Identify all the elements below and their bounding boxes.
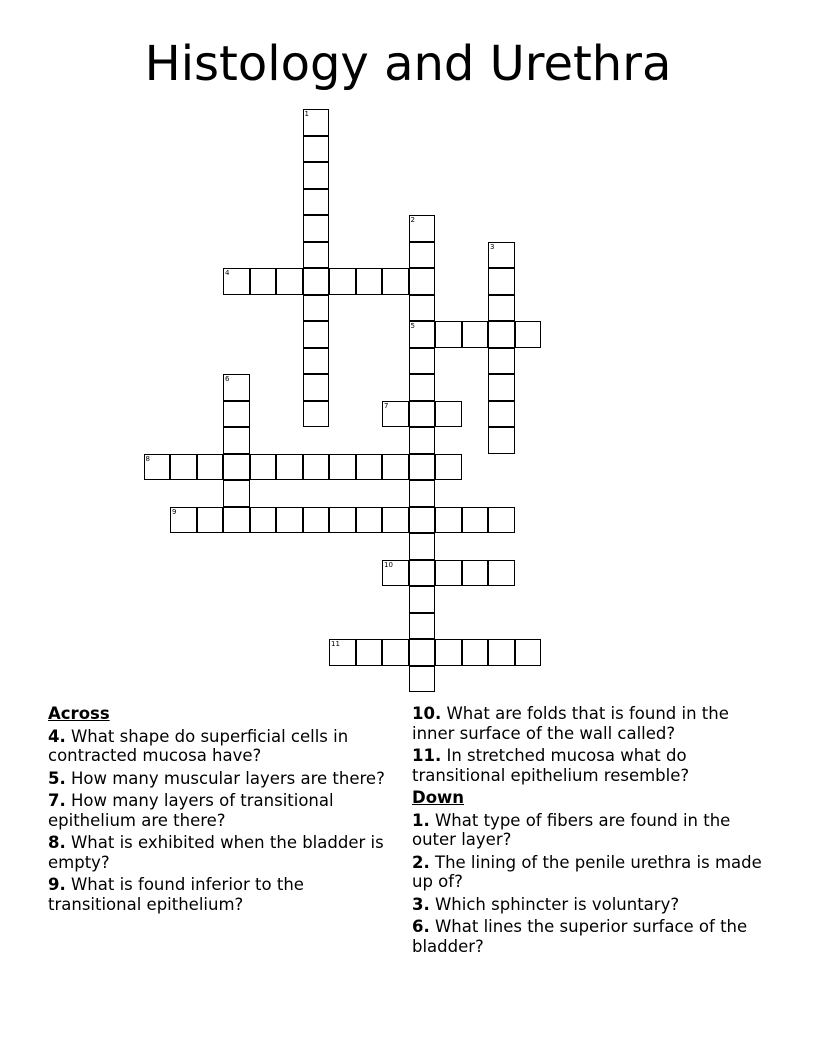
grid-cell[interactable] (409, 215, 436, 242)
grid-cell[interactable] (223, 374, 250, 401)
grid-cell[interactable] (409, 348, 436, 375)
grid-cell[interactable] (435, 454, 462, 481)
cell-number: 1 (304, 110, 309, 118)
grid-cell[interactable] (303, 348, 330, 375)
clue-number: 4. (48, 726, 66, 746)
grid-cell[interactable] (382, 560, 409, 587)
cell-number: 5 (410, 322, 415, 330)
clue-text: In stretched mucosa what do transitional epithelium resemble? (412, 746, 690, 785)
clue-across-7 (48, 791, 393, 830)
grid-cell[interactable] (409, 268, 436, 295)
grid-cell[interactable] (382, 454, 409, 481)
grid-cell[interactable] (223, 427, 250, 454)
grid-cell[interactable] (409, 321, 436, 348)
grid-cell[interactable] (303, 507, 330, 534)
grid-cell[interactable] (223, 268, 250, 295)
grid-cell[interactable] (303, 215, 330, 242)
grid-cell[interactable] (409, 454, 436, 481)
grid-cell[interactable] (488, 401, 515, 428)
grid-cell[interactable] (409, 613, 436, 640)
grid-cell[interactable] (356, 454, 383, 481)
clue-number: 5. (48, 768, 66, 788)
cell-number: 11 (331, 640, 340, 648)
clue-text: Which sphincter is voluntary? (429, 894, 680, 914)
grid-cell[interactable] (488, 268, 515, 295)
grid-cell[interactable] (250, 454, 277, 481)
grid-cell[interactable] (303, 242, 330, 269)
grid-cell[interactable] (303, 295, 330, 322)
grid-cell[interactable] (435, 507, 462, 534)
grid-cell[interactable] (409, 639, 436, 666)
grid-cell[interactable] (276, 454, 303, 481)
cell-number: 6 (225, 375, 230, 383)
grid-cell[interactable] (435, 639, 462, 666)
clue-number: 1. (412, 810, 430, 830)
clue-down-1 (412, 811, 772, 850)
grid-cell[interactable] (303, 321, 330, 348)
clue-text: The lining of the penile urethra is made up of? (412, 852, 762, 891)
grid-cell[interactable] (462, 560, 489, 587)
clue-number: 7. (48, 791, 66, 810)
grid-cell[interactable] (435, 321, 462, 348)
grid-cell[interactable] (488, 374, 515, 401)
grid-cell[interactable] (435, 560, 462, 587)
puzzle-title: Histology and Urethra (144, 36, 672, 92)
grid-cell[interactable] (409, 480, 436, 507)
grid-cell[interactable] (276, 507, 303, 534)
grid-cell[interactable] (356, 268, 383, 295)
grid-cell[interactable] (276, 268, 303, 295)
grid-cell[interactable] (488, 242, 515, 269)
grid-cell[interactable] (462, 507, 489, 534)
grid-cell[interactable] (488, 321, 515, 348)
cell-number: 9 (172, 507, 177, 516)
grid-cell[interactable] (515, 321, 542, 348)
grid-cell[interactable] (223, 480, 250, 507)
cell-number: 2 (410, 216, 415, 224)
grid-cell[interactable] (409, 242, 436, 269)
clue-number: 2. (412, 852, 430, 872)
grid-cell[interactable] (170, 454, 197, 481)
clue-text: What is found inferior to the transitional epithelium? (48, 875, 304, 914)
grid-cell[interactable] (303, 374, 330, 401)
cell-number: 3 (490, 242, 495, 251)
clue-number: 11. (412, 746, 442, 765)
grid-cell[interactable] (303, 268, 330, 295)
grid-cell[interactable] (515, 639, 542, 666)
grid-cell[interactable] (409, 507, 436, 534)
grid-cell[interactable] (250, 268, 277, 295)
clue-number: 8. (48, 833, 66, 852)
grid-cell[interactable] (409, 560, 436, 587)
grid-cell[interactable] (329, 639, 356, 666)
clue-across-4 (48, 727, 393, 766)
clue-down-2 (412, 853, 772, 892)
grid-cell[interactable] (409, 401, 436, 428)
grid-cell[interactable] (488, 348, 515, 375)
grid-cell[interactable] (329, 268, 356, 295)
grid-cell[interactable] (409, 586, 436, 613)
grid-cell[interactable] (303, 401, 330, 428)
clue-across-11 (412, 746, 772, 785)
clue-text: What type of fibers are found in the outer layer? (412, 810, 731, 849)
clue-across-5 (48, 769, 393, 789)
grid-cell[interactable] (303, 189, 330, 216)
grid-cell[interactable] (382, 401, 409, 428)
grid-cell[interactable] (144, 454, 171, 481)
grid-cell[interactable] (409, 533, 436, 560)
down-heading: Down (412, 788, 465, 807)
clue-across-10 (412, 704, 772, 743)
clue-text: How many muscular layers are there? (65, 768, 385, 788)
grid-cell[interactable] (409, 427, 436, 454)
grid-cell[interactable] (223, 507, 250, 534)
clue-down-3 (412, 895, 772, 915)
grid-cell[interactable] (356, 507, 383, 534)
grid-cell[interactable] (488, 507, 515, 534)
grid-cell[interactable] (303, 454, 330, 481)
grid-cell[interactable] (409, 374, 436, 401)
grid-cell[interactable] (329, 454, 356, 481)
grid-cell[interactable] (250, 507, 277, 534)
grid-cell[interactable] (382, 507, 409, 534)
grid-cell[interactable] (462, 639, 489, 666)
grid-cell[interactable] (409, 666, 436, 693)
cell-number: 10 (384, 560, 393, 569)
grid-cell[interactable] (303, 136, 330, 163)
grid-cell[interactable] (170, 507, 197, 534)
cell-number: 4 (225, 269, 230, 277)
clues-column-left (48, 704, 393, 917)
grid-cell[interactable] (382, 639, 409, 666)
clue-number: 10. (412, 704, 442, 723)
clue-number: 9. (48, 875, 66, 894)
clue-text: What shape do superficial cells in contracted mucosa have? (48, 726, 349, 765)
grid-cell[interactable] (223, 401, 250, 428)
grid-cell[interactable] (488, 427, 515, 454)
grid-cell[interactable] (382, 268, 409, 295)
clue-number: 6. (412, 917, 430, 936)
clue-text: What is exhibited when the bladder is empty? (48, 833, 384, 872)
clue-number: 3. (412, 894, 430, 914)
grid-cell[interactable] (488, 560, 515, 587)
clue-text: How many layers of transitional epithelium are there? (48, 791, 334, 830)
grid-cell[interactable] (462, 321, 489, 348)
grid-cell[interactable] (329, 507, 356, 534)
clue-down-6 (412, 917, 772, 956)
clue-text: What lines the superior surface of the bladder? (412, 917, 748, 956)
clue-text: What are folds that is found in the inner surface of the wall called? (412, 704, 729, 743)
grid-cell[interactable] (488, 639, 515, 666)
grid-cell[interactable] (303, 162, 330, 189)
grid-cell[interactable] (435, 401, 462, 428)
grid-cell[interactable] (409, 295, 436, 322)
clue-across-9 (48, 875, 393, 914)
across-heading: Across (48, 704, 110, 723)
grid-cell[interactable] (488, 295, 515, 322)
grid-cell[interactable] (303, 109, 330, 136)
cell-number: 7 (384, 401, 389, 410)
cell-number: 8 (145, 454, 150, 463)
grid-cell[interactable] (356, 639, 383, 666)
grid-cell[interactable] (223, 454, 250, 481)
clue-across-8 (48, 833, 393, 872)
grid-cell[interactable] (197, 507, 224, 534)
clues-column-right (412, 704, 772, 959)
grid-cell[interactable] (197, 454, 224, 481)
